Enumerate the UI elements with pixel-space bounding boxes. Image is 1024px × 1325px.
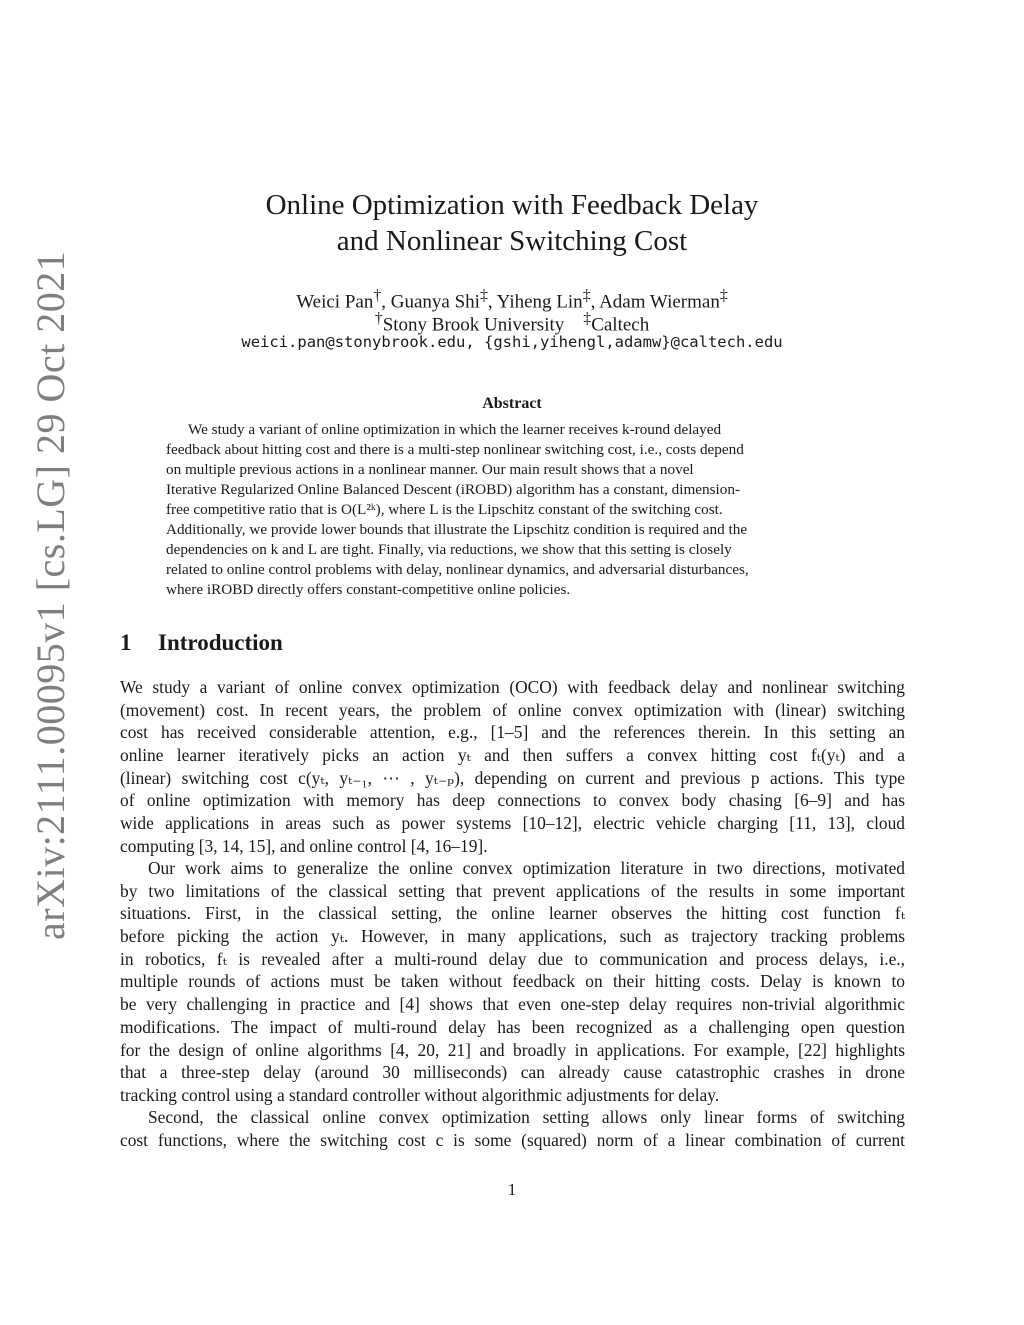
paragraph-line: in robotics, fₜ is revealed after a multi-round delay due to communication and process delays, i.e.,: [120, 948, 905, 969]
title-line-2: and Nonlinear Switching Cost: [336, 225, 688, 257]
abstract-line: Iterative Regularized Online Balanced Descent (iROBD) algorithm has a constant, dimension-: [166, 481, 740, 498]
intro-paragraph-3: [120, 1106, 905, 1151]
author-affiliation-mark: ‡: [479, 287, 488, 304]
paragraph-line: Our work aims to generalize the online convex optimization literature in two directions, motivated: [148, 858, 905, 878]
abstract-heading: Abstract: [482, 395, 542, 412]
title-line-1: Online Optimization with Feedback Delay: [265, 189, 759, 221]
abstract-line: dependencies on k and L are tight. Finally, via reductions, we show that this setting is closely: [166, 541, 732, 558]
paragraph-line: (linear) switching cost c(yₜ, yₜ₋₁, ⋯ , yₜ₋ₚ), depending on current and previous p actions. This type: [120, 767, 905, 788]
paragraph-line: modifications. The impact of multi-round delay has been recognized as a challenging open question: [120, 1016, 905, 1037]
paragraph-line: situations. First, in the classical setting, the online learner observes the hitting cost function fₜ: [120, 903, 905, 924]
affiliation-mark: †: [374, 310, 383, 327]
paragraph-line: We study a variant of online convex optimization (OCO) with feedback delay and nonlinear switching: [120, 677, 905, 697]
section-heading-introduction: [120, 629, 520, 657]
affiliation-name: Stony Brook University: [382, 314, 565, 336]
abstract-line: free competitive ratio that is O(L²ᵏ), where L is the Lipschitz constant of the switching cost.: [166, 501, 723, 518]
abstract-body: [166, 420, 860, 600]
paragraph-line: before picking the action yₜ. However, in many applications, such as trajectory tracking problems: [120, 926, 905, 947]
paragraph-line: (movement) cost. In recent years, the problem of online convex optimization with (linear) switching: [120, 699, 905, 720]
arxiv-identifier-stamp: arXiv:2111.00095v1 [cs.LG] 29 Oct 2021: [28, 250, 73, 940]
paper-title: [112, 187, 912, 259]
abstract-line: related to online control problems with delay, nonlinear dynamics, and adversarial disturbances,: [166, 561, 749, 578]
author-name: Guanya Shi: [390, 291, 480, 313]
paragraph-line: cost has received considerable attention, e.g., [1–5] and the references therein. In this setting an: [120, 722, 905, 743]
author-list: Weici Pan†, Guanya Shi‡, Yiheng Lin‡, Adam Wierman‡: [296, 287, 728, 313]
intro-paragraph-2: [120, 857, 905, 1107]
paragraph-line: Second, the classical online convex optimization setting allows only linear forms of switching: [148, 1107, 905, 1127]
author-name: Yiheng Lin: [496, 291, 583, 313]
paragraph-line: wide applications in areas such as power systems [10–12], electric vehicle charging [11, 13], cloud: [120, 813, 905, 834]
paragraph-line: be very challenging in practice and [4] shows that even one-step delay requires non-trivial algorithmic: [120, 994, 905, 1015]
paragraph-line: of online optimization with memory has deep connections to convex body chasing [6–9] and has: [120, 790, 905, 811]
author-affiliation-mark: ‡: [719, 287, 728, 304]
paragraph-line: for the design of online algorithms [4, 20, 21] and broadly in applications. For example, [22] highlights: [120, 1039, 905, 1060]
author-name: Weici Pan: [296, 291, 374, 313]
intro-paragraph-1: [120, 676, 905, 858]
author-emails: weici.pan@stonybrook.edu, {gshi,yihengl,adamw}@caltech.edu: [241, 333, 783, 351]
affiliation-name: Caltech: [591, 314, 650, 336]
paragraph-line: by two limitations of the classical setting that prevent applications of the results in some important: [120, 880, 905, 901]
abstract-line: where iROBD directly offers constant-competitive online policies.: [166, 581, 571, 598]
author-affiliation-mark: ‡: [582, 287, 591, 304]
abstract-line: Additionally, we provide lower bounds that illustrate the Lipschitz condition is required and the: [166, 521, 748, 538]
page-number: 1: [507, 1180, 517, 1199]
abstract-line: on multiple previous actions in a nonlinear manner. Our main result shows that a novel: [166, 461, 694, 478]
paragraph-line: computing [3, 14, 15], and online control [4, 16–19].: [120, 835, 488, 856]
paragraph-line: multiple rounds of actions must be taken without feedback on their hitting costs. Delay is known to: [120, 971, 905, 992]
author-affiliation-mark: †: [373, 287, 382, 304]
section-title: Introduction: [158, 630, 283, 655]
paragraph-line: that a three-step delay (around 30 milliseconds) can already cause catastrophic crashes in drone: [120, 1062, 905, 1083]
paragraph-line: online learner iteratively picks an action yₜ and then suffers a convex hitting cost fₜ(yₜ) and a: [120, 745, 905, 766]
affiliation-mark: ‡: [583, 310, 592, 327]
abstract-line: feedback about hitting cost and there is a multi-step nonlinear switching cost, i.e., costs depend: [166, 441, 744, 458]
abstract-line: We study a variant of online optimization in which the learner receives k-round delayed: [188, 421, 722, 438]
paragraph-line: tracking control using a standard controller without algorithmic adjustments for delay.: [120, 1084, 720, 1105]
section-number: 1: [120, 630, 132, 655]
author-name: Adam Wierman: [599, 291, 720, 313]
paragraph-line: cost functions, where the switching cost c is some (squared) norm of a linear combination of current: [120, 1129, 905, 1150]
